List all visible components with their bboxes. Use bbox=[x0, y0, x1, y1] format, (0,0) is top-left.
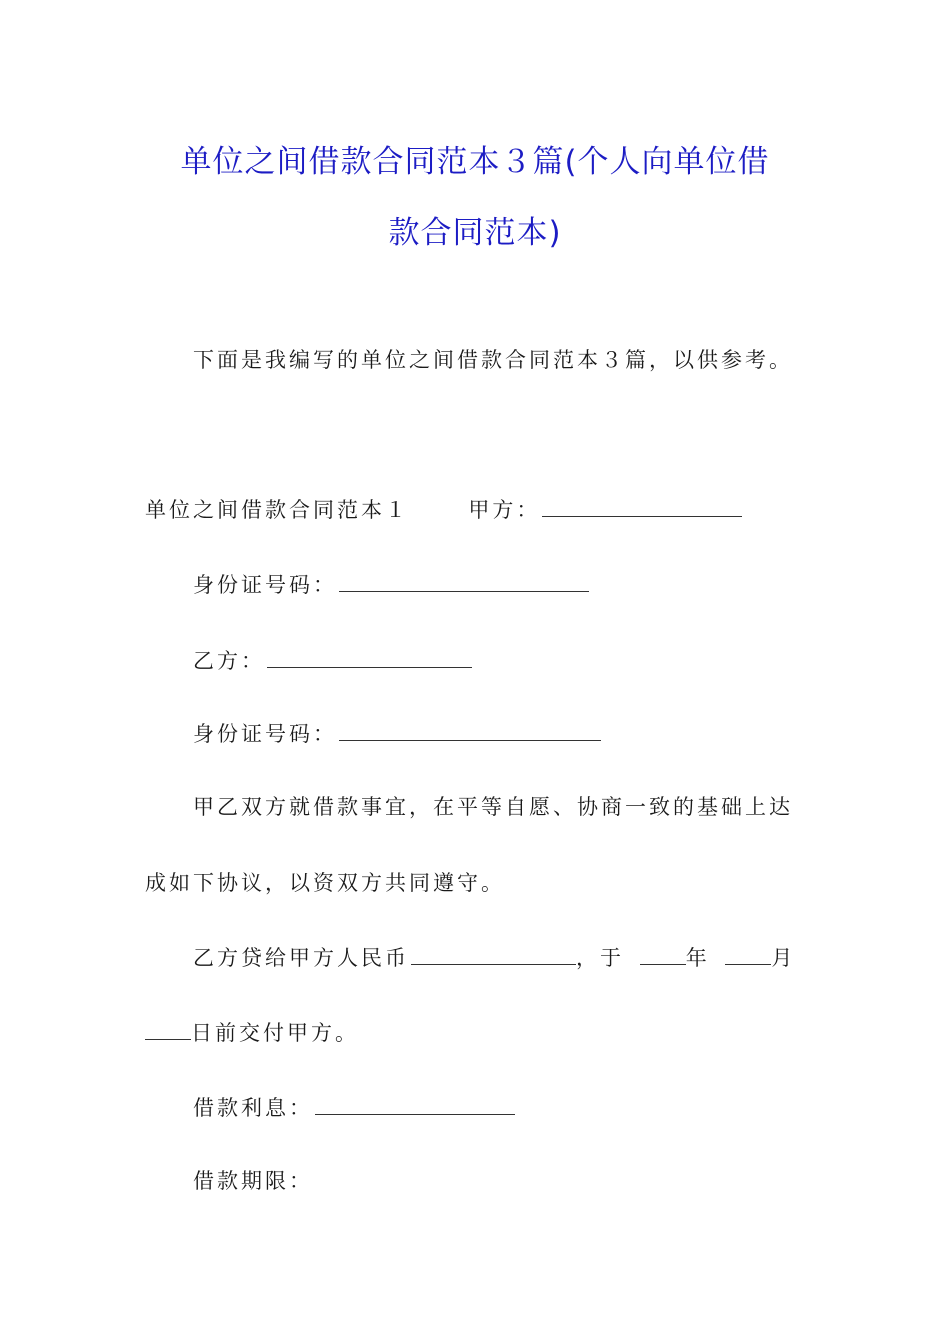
loan-day-blank bbox=[145, 1021, 191, 1040]
id-number-row-1 bbox=[193, 573, 589, 596]
party-b-blank bbox=[267, 649, 472, 668]
party-a-blank bbox=[542, 498, 742, 517]
section-1-heading: 单位之间借款合同范本１ bbox=[145, 498, 409, 522]
interest-label: 借款利息： bbox=[193, 1096, 313, 1120]
party-b-row bbox=[193, 649, 472, 672]
agreement-paragraph-line-1: 甲乙双方就借款事宜，在平等自愿、协商一致的基础上达 bbox=[193, 795, 793, 819]
interest-row bbox=[193, 1096, 515, 1119]
party-a-label: 甲方： bbox=[468, 498, 541, 522]
loan-year-blank bbox=[640, 946, 686, 965]
loan-month-label: 月 bbox=[771, 946, 796, 970]
loan-month-blank bbox=[725, 946, 771, 965]
intro-paragraph: 下面是我编写的单位之间借款合同范本３篇，以供参考。 bbox=[193, 348, 793, 372]
loan-year-label: 年 bbox=[685, 946, 710, 970]
id-number-row-2 bbox=[193, 722, 601, 745]
id-number-blank-1 bbox=[339, 573, 589, 592]
agreement-paragraph-line-2: 成如下协议，以资双方共同遵守。 bbox=[145, 871, 505, 895]
term-row bbox=[193, 1171, 313, 1192]
document-title-line-2: 款合同范本) bbox=[388, 215, 562, 251]
interest-blank bbox=[315, 1096, 515, 1115]
id-number-label-1: 身份证号码： bbox=[193, 573, 337, 597]
document-title-line-1: 单位之间借款合同范本３篇(个人向单位借 bbox=[180, 144, 770, 180]
loan-day-row bbox=[145, 1021, 359, 1044]
loan-amount-row bbox=[193, 946, 795, 969]
id-number-blank-2 bbox=[339, 722, 601, 741]
loan-amount-blank bbox=[411, 946, 576, 965]
loan-day-suffix: 日前交付甲方。 bbox=[191, 1021, 359, 1045]
term-label: 借款期限： bbox=[193, 1169, 313, 1193]
party-b-label: 乙方： bbox=[193, 649, 265, 673]
id-number-label-2: 身份证号码： bbox=[193, 722, 337, 746]
section-1-row bbox=[145, 498, 742, 521]
loan-amount-prefix: 乙方贷给甲方人民币 bbox=[193, 946, 409, 970]
loan-date-yu: ，于 bbox=[576, 946, 624, 970]
